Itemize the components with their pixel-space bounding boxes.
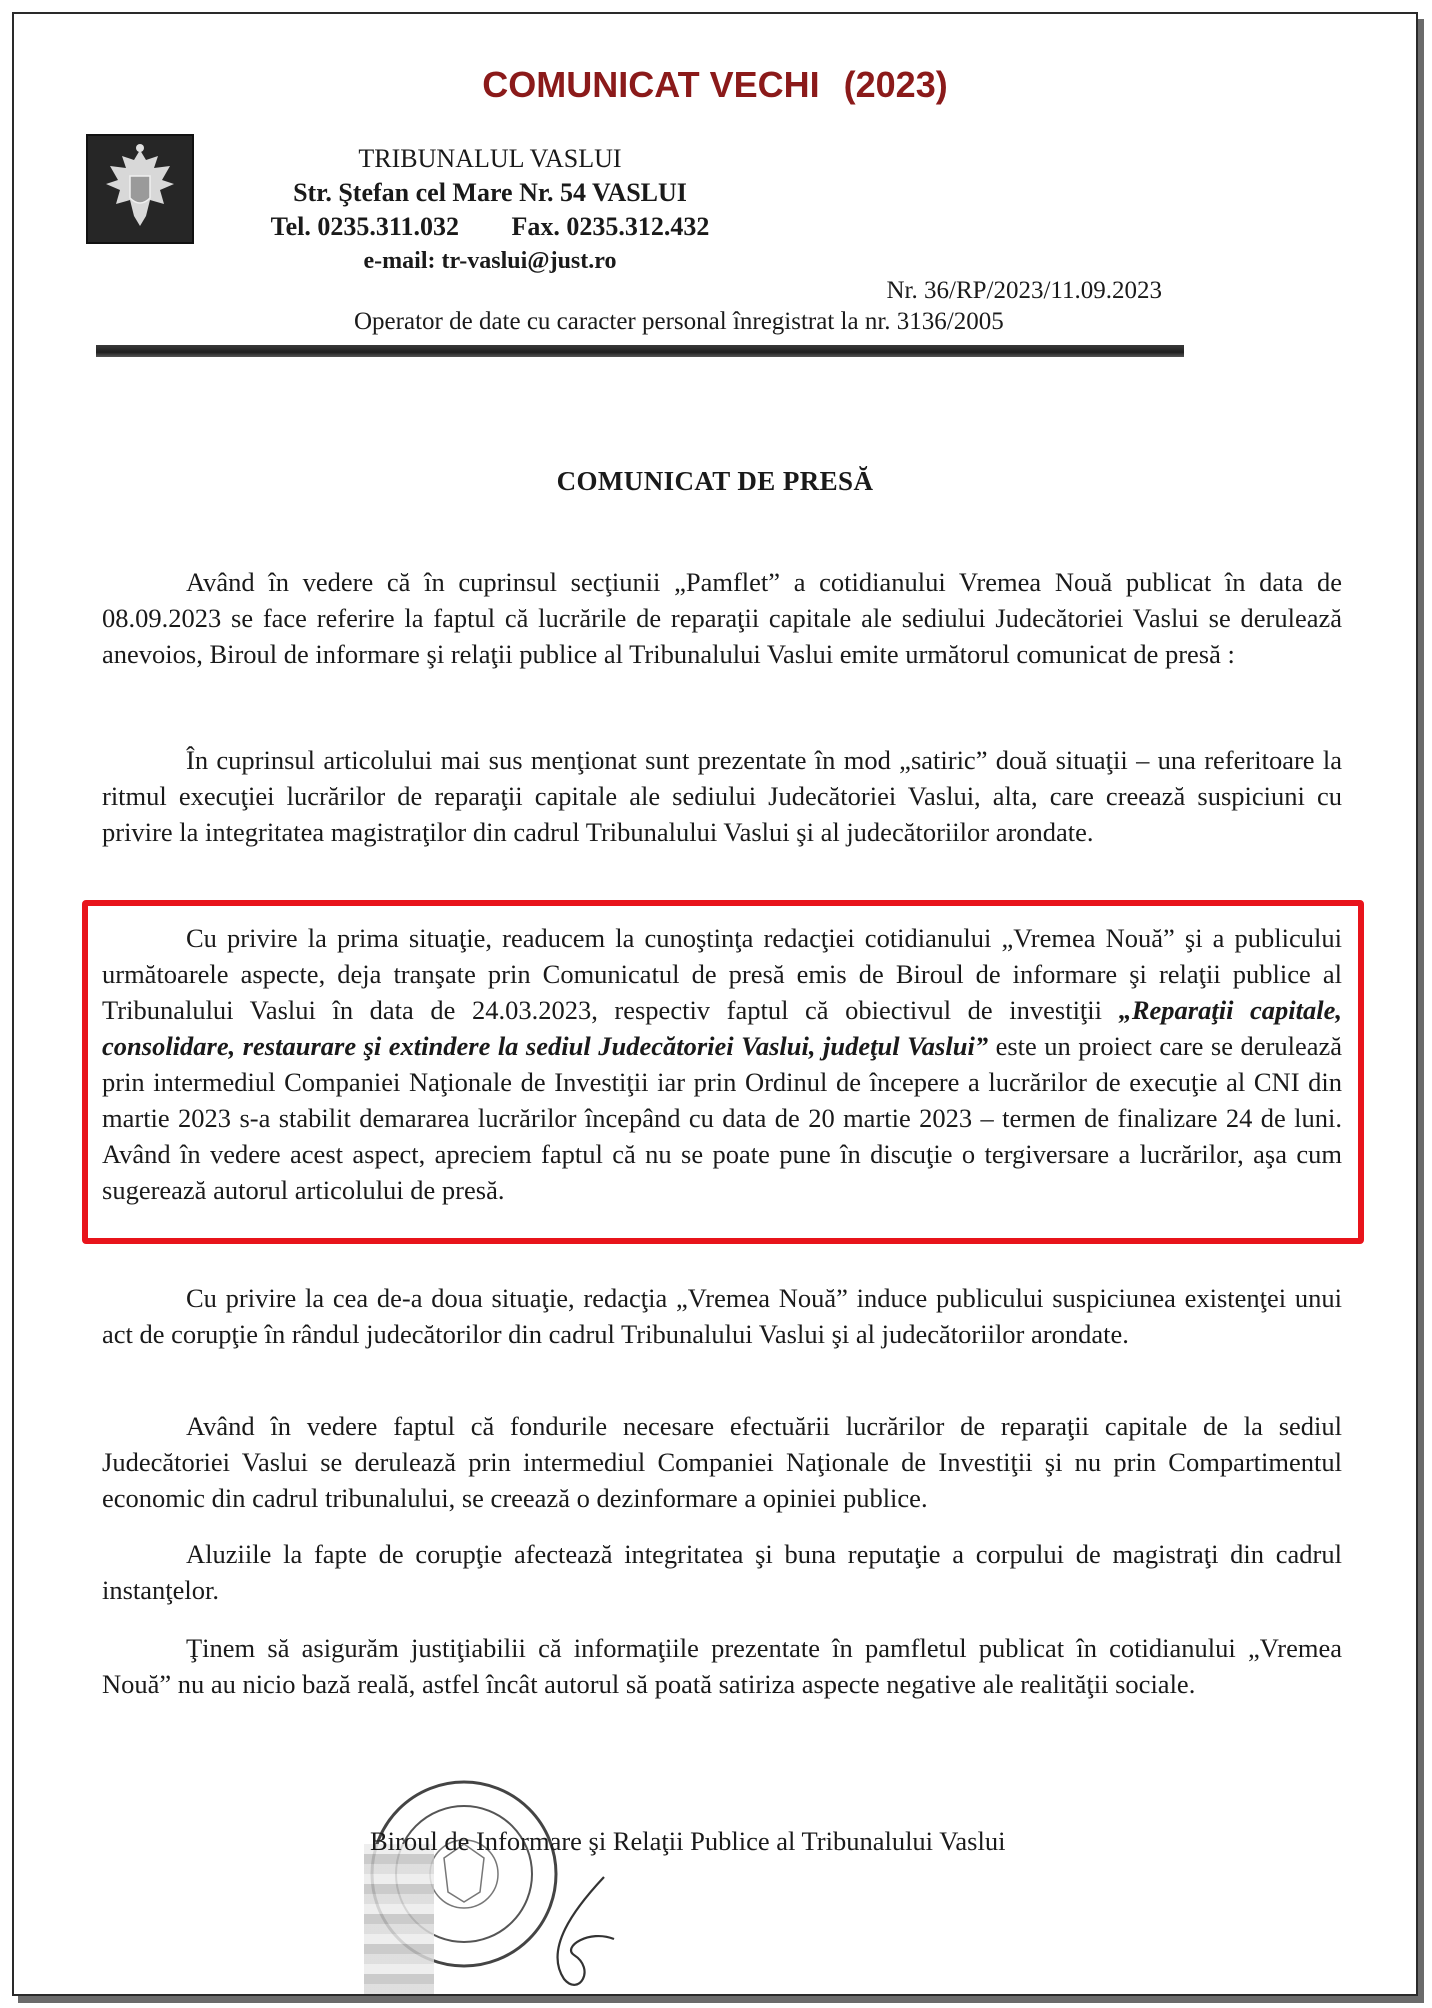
project-name: „Reparaţii capitale, consolidare, restaurare şi extindere la sediul Judecătoriei Vaslui, judeţul Vaslui”	[102, 995, 1342, 1061]
header-divider	[96, 345, 1184, 357]
redacted-area	[364, 1844, 434, 1994]
paragraph-2: În cuprinsul articolului mai sus menţionat sunt prezentate în mod „satiric” două situaţii – una referitoare la ritmul execuţiei lucrărilor de reparaţii capitale ale sediului Judecătoriei Vaslui, alta, care creează suspiciuni cu privire la integritatea magistraţilor din cadrul Tribunalului Vaslui şi al judecătoriilor arondate.	[102, 745, 1342, 847]
court-email: e-mail: tr-vaslui@just.ro	[363, 248, 617, 274]
paragraph-6: Aluziile la fapte de corupţie afectează integritatea şi buna reputaţie a corpului de magistraţi din cadrul instanţelor.	[102, 1539, 1342, 1605]
signature-mark	[534, 1869, 624, 1999]
document-title: COMUNICAT DE PRESĂ	[556, 466, 874, 496]
paragraph-4: Cu privire la cea de-a doua situaţie, redacţia „Vremea Nouă” induce publicului suspiciunea existenţei unui act de corupţie în rândul judecătorilor din cadrul Tribunalului Vaslui şi al judecătoriilor arondate.	[102, 1283, 1342, 1349]
court-tel: Tel. 0235.311.032	[270, 212, 459, 241]
court-header	[230, 142, 750, 278]
paragraph-3-start: Cu privire la prima situaţie, readucem la cunoştinţa redacţiei cotidianului „Vremea Nouă” şi a publicului următoarele aspecte, deja tranşate prin Comunicatul de presă emis de Biroul de informare şi relaţii publice al Tribunalului Vaslui în data de 24.03.2023, respectiv faptul că obiectivul de investiţii	[102, 923, 1342, 1025]
coat-of-arms-icon	[86, 134, 194, 244]
document-page	[12, 12, 1418, 1996]
banner-title	[14, 64, 1416, 106]
court-fax: Fax. 0235.312.432	[511, 212, 710, 241]
paragraph-3-end: este un proiect care se derulează prin intermediul Companiei Naţionale de Investiţii iar prin Ordinul de începere a lucrărilor de execuţie al CNI din martie 2023 s-a stabilit demararea lucrărilor începând cu data de 20 martie 2023 – termen de finalizare 24 de luni. Având în vedere acest aspect, apreciem faptul că nu se poate pune în discuţie o tergiversare a lucrărilor, aşa cum sugerează autorul articolului de presă.	[102, 1031, 1342, 1205]
banner-year: (2023)	[843, 64, 948, 105]
paragraph-7: Ţinem să asigurăm justiţiabilii că informaţiile prezentate în pamfletul publicat în cotidianului „Vremea Nouă” nu au nicio bază reală, astfel încât autorul să poată satiriza aspecte negative ale realităţii sociale.	[102, 1633, 1342, 1699]
paragraph-1: Având în vedere că în cuprinsul secţiunii „Pamflet” a cotidianului Vremea Nouă publicat în data de 08.09.2023 se face referire la faptul că lucrările de reparaţii capitale ale sediului Judecătoriei Vaslui se derulează anevoios, Biroul de informare şi relaţii publice al Tribunalului Vaslui emite următorul comunicat de presă :	[102, 567, 1342, 669]
document-number: Nr. 36/RP/2023/11.09.2023	[886, 277, 1162, 304]
highlight-box	[82, 900, 1364, 1244]
court-name: TRIBUNALUL VASLUI	[358, 144, 622, 173]
data-operator-note: Operator de date cu caracter personal înregistrat la nr. 3136/2005	[354, 308, 1004, 335]
signature-line: Biroul de Informare şi Relaţii Publice al Tribunalului Vaslui	[370, 1826, 1006, 1856]
banner-label: COMUNICAT VECHI	[482, 64, 820, 105]
court-address: Str. Ştefan cel Mare Nr. 54 VASLUI	[293, 178, 687, 207]
paragraph-5: Având în vedere faptul că fondurile necesare efectuării lucrărilor de reparaţii capitale de la sediul Judecătoriei Vaslui se derulează prin intermediul Companiei Naţionale de Investiţii şi nu prin Compartimentul economic din cadrul tribunalului, se creează o dezinformare a opiniei publice.	[102, 1411, 1342, 1513]
court-contact	[230, 210, 750, 244]
